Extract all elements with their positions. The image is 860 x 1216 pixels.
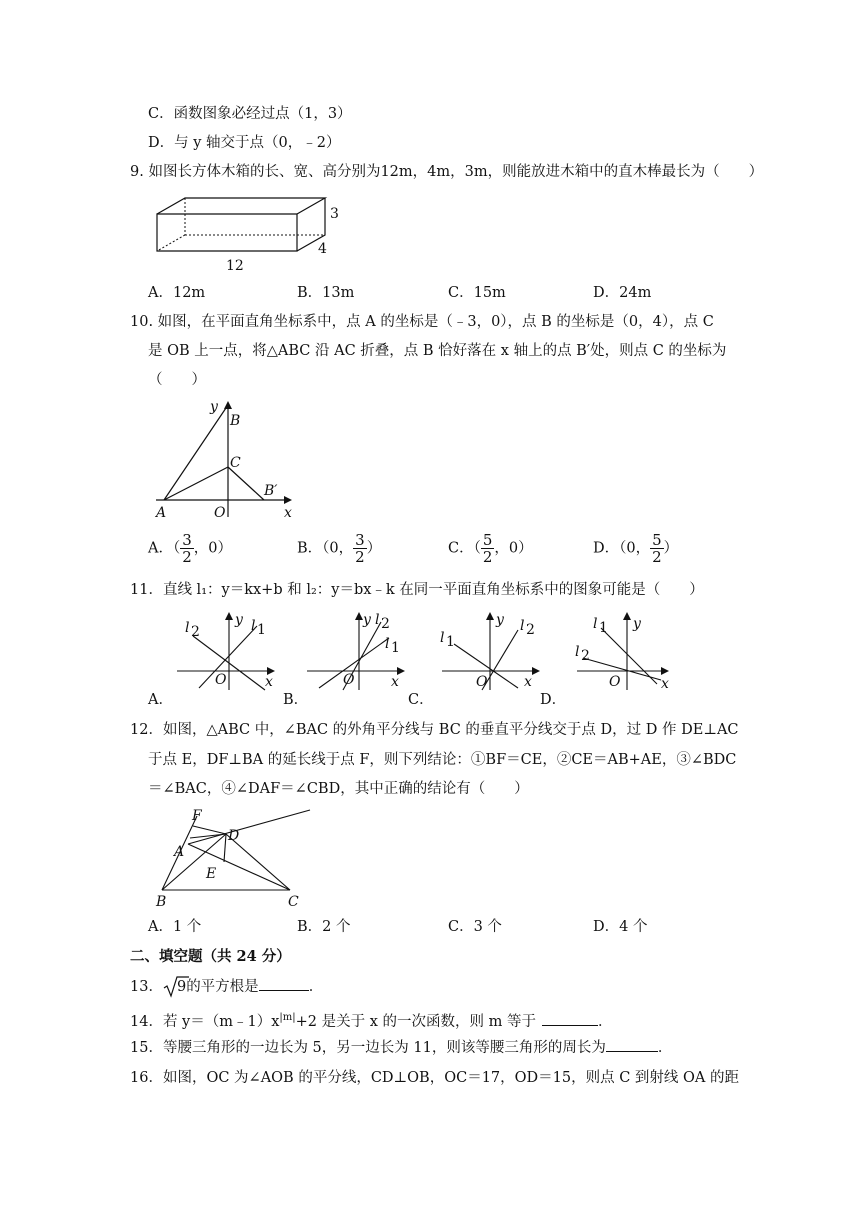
q11-stem: 11．直线 l₁：y＝kx+b 和 l₂：y＝bx﹣k 在同一平面直角坐标系中的图象可能是（ ） <box>130 582 704 598</box>
q8-option-d: D．与 y 轴交于点（0，﹣2） <box>148 135 341 151</box>
svg-text:2: 2 <box>191 624 200 640</box>
q15: 15．等腰三角形的一边长为 5，另一边长为 11，则该等腰三角形的周长为 ． <box>130 1040 673 1056</box>
q12-point-f: F <box>192 808 202 824</box>
q10-stem-line3: （ ） <box>148 372 206 388</box>
q11-graph-d <box>575 608 685 690</box>
q12-point-a: A <box>174 844 185 860</box>
q13: 13． 9的平方根是 ． <box>130 979 324 995</box>
q12-option-b: B．2 个 <box>297 919 351 935</box>
q13-answer-blank[interactable] <box>259 990 309 991</box>
svg-text:y: y <box>363 612 371 628</box>
svg-text:l: l <box>185 620 190 636</box>
q12-stem-line3: ＝∠BAC，④∠DAF＝∠CBD，其中正确的结论有（ ） <box>148 781 529 797</box>
svg-text:y: y <box>633 616 641 632</box>
q10-option-a: A．（ $\frac{3}{2}$ ，0） <box>148 531 233 566</box>
svg-text:x: x <box>661 676 669 692</box>
q13-radicand: 9 <box>176 979 187 995</box>
q9-length-label: 12 <box>226 258 244 274</box>
q11-label-c: C． <box>408 692 434 708</box>
q10-coordinate-figure <box>150 397 300 522</box>
svg-text:l: l <box>385 636 390 652</box>
q11-label-b: B． <box>283 692 309 708</box>
svg-text:l: l <box>593 616 598 632</box>
q9-width-label: 4 <box>318 241 327 257</box>
svg-text:1: 1 <box>391 640 400 656</box>
q10-y-label: y <box>210 399 218 415</box>
q10-x-label: x <box>284 505 292 521</box>
q14: 14．若 $y=(m﹣1)x^{|m|}+2$ 是关于 x 的一次函数，则 m 等于 ． <box>130 1012 613 1030</box>
q11-graph-a <box>175 608 285 690</box>
svg-text:y: y <box>496 612 504 628</box>
q9-option-a: A．12m <box>148 285 206 301</box>
svg-text:x: x <box>265 674 273 690</box>
q10-point-bprime: B′ <box>264 483 278 499</box>
q12-stem-line2: 于点 E，DF⊥BA 的延长线于点 F，则下列结论：①BF＝CE，②CE＝AB+AE，③∠BDC <box>148 752 737 768</box>
svg-text:l: l <box>520 618 525 634</box>
svg-text:O: O <box>343 672 355 688</box>
svg-text:1: 1 <box>599 620 608 636</box>
svg-text:2: 2 <box>381 616 390 632</box>
q11-graph-c <box>440 608 550 690</box>
q10-point-c: C <box>230 455 241 471</box>
q10-point-a: A <box>156 505 167 521</box>
q12-triangle-figure <box>150 808 320 910</box>
q9-height-label: 3 <box>330 206 339 222</box>
q11-label-d: D． <box>540 692 567 708</box>
q8-option-c: C．函数图象必经过点（1，3） <box>148 106 352 122</box>
svg-text:l: l <box>575 644 580 660</box>
svg-text:l: l <box>251 618 256 634</box>
q10-point-b: B <box>230 413 241 429</box>
svg-text:2: 2 <box>581 648 590 664</box>
q10-stem-line2: 是 OB 上一点，将△ABC 沿 AC 折叠，点 B 恰好落在 x 轴上的点 B′处，则点 C 的坐标为 <box>148 343 727 359</box>
svg-text:O: O <box>476 674 488 690</box>
q12-point-d: D <box>228 828 240 844</box>
q12-point-c: C <box>288 894 299 910</box>
q11-label-a: A． <box>148 692 173 708</box>
svg-text:x: x <box>524 674 532 690</box>
q9-option-c: C．15m <box>448 285 506 301</box>
q11-graph-b <box>305 608 415 690</box>
svg-text:l: l <box>440 630 445 646</box>
q11a-y: y <box>235 612 243 628</box>
q10-option-b: B．（0， $\frac{3}{2}$ ） <box>297 531 382 566</box>
svg-text:l: l <box>375 612 380 628</box>
svg-text:1: 1 <box>257 622 266 638</box>
q12-option-d: D．4 个 <box>593 919 648 935</box>
svg-text:2: 2 <box>526 622 535 638</box>
q15-answer-blank[interactable] <box>606 1051 658 1052</box>
q10-origin: O <box>214 505 226 521</box>
q9-option-b: B．13m <box>297 285 355 301</box>
q12-option-a: A．1 个 <box>148 919 202 935</box>
svg-text:O: O <box>215 672 227 688</box>
q10-option-d: D．（0， $\frac{5}{2}$ ） <box>593 531 679 566</box>
q10-stem-line1: 10. 如图，在平面直角坐标系中，点 A 的坐标是（﹣3，0），点 B 的坐标是（0，4），点 C <box>130 314 714 330</box>
svg-text:O: O <box>609 674 621 690</box>
q16-stem: 16．如图，OC 为∠AOB 的平分线，CD⊥OB，OC＝17，OD＝15，则点 C 到射线 OA 的距 <box>130 1070 739 1086</box>
q9-option-d: D．24m <box>593 285 652 301</box>
q12-point-b: B <box>156 894 167 910</box>
q12-stem-line1: 12．如图，△ABC 中，∠BAC 的外角平分线与 BC 的垂直平分线交于点 D，过 D 作 DE⊥AC <box>130 722 739 738</box>
svg-text:1: 1 <box>446 634 455 650</box>
section-heading: 二、填空题（共 24 分） <box>130 948 291 965</box>
q12-option-c: C．3 个 <box>448 919 502 935</box>
q14-answer-blank[interactable] <box>542 1025 598 1026</box>
q10-option-c: C．（ $\frac{5}{2}$ ，0） <box>448 531 533 566</box>
q9-box-figure <box>150 192 350 277</box>
q12-point-e: E <box>206 866 217 882</box>
q9-stem: 9. 如图长方体木箱的长、宽、高分别为12m，4m，3m，则能放进木箱中的直木棒最长为（ ） <box>130 164 764 180</box>
svg-text:x: x <box>391 674 399 690</box>
